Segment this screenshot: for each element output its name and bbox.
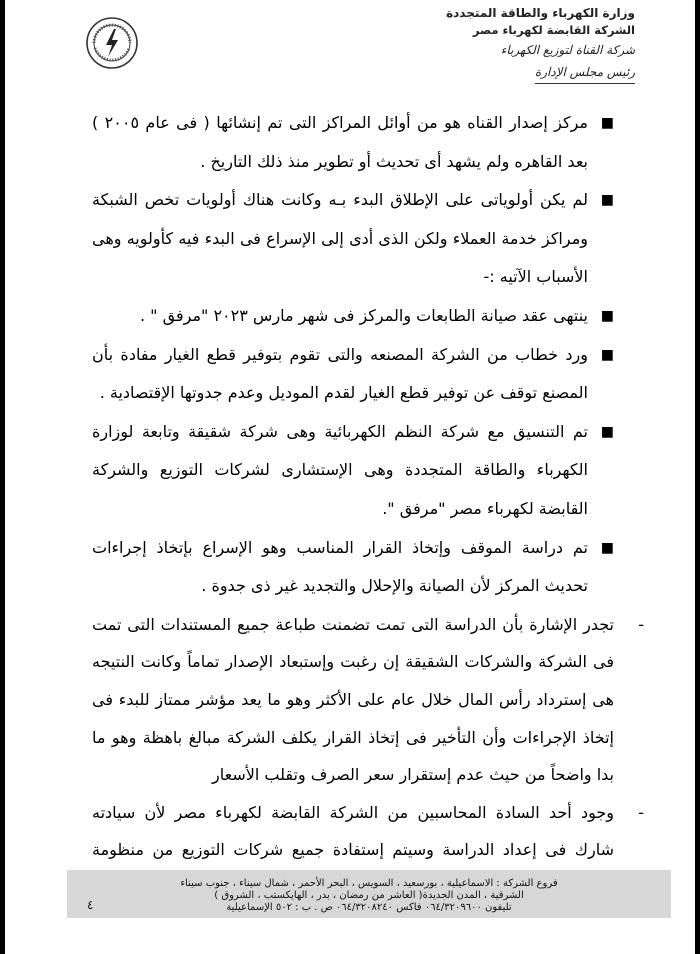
bullet-text: مركز إصدار القناه هو من أوائل المراكز التى تم إنشائها ( فى عام ٢٠٠٥ ) بعد القاهره ولم يشهد أى تحديث أو تطوير منذ ذلك التاريخ . <box>92 113 589 171</box>
document-page <box>5 0 695 954</box>
bullet-item-5 <box>92 413 614 529</box>
dash-marker: - <box>638 614 644 634</box>
letterhead <box>395 4 635 84</box>
bullet-text: ينتهى عقد صيانة الطابعات والمركز فى شهر مارس ٢٠٢٣ "مرفق " . <box>140 305 588 325</box>
bullet-marker: ■ <box>600 423 614 440</box>
bullet-text: ورد خطاب من الشركة المصنعه والتى تقوم بتوفير قطع الغيار مفادة بأن المصنع توقف عن توفير قطع الغيار لقدم الموديل وعدم جدوتها الإقتصادية . <box>92 344 588 403</box>
page-number: ٤ <box>87 898 94 912</box>
letter-footer <box>67 870 671 918</box>
dash-marker: - <box>638 802 644 822</box>
bullet-text: لم يكن أولوياتى على الإطلاق البدء بـه وكانت هناك أولويات تخص الشبكة ومراكز خدمة العملاء ولكن الذى أدى إلى الإسراع فى البدء فيه كأولويه وهى الأسباب الآتيه :- <box>92 190 588 287</box>
bullet-marker: ■ <box>600 307 614 324</box>
ministry-name: وزارة الكهرباء والطاقة المتجددة <box>446 6 635 20</box>
chairman-title: رئيس مجلس الإدارة <box>535 61 635 84</box>
company-seal-logo <box>85 16 139 70</box>
footer-branches-cont: الشرقية ، المدن الجديدة( العاشر من رمضان ، بدر ، الهايكستب ، الشروق ) <box>214 890 524 901</box>
holding-company-name: الشركة القابضة لكهرباء مصر <box>472 23 635 37</box>
bullet-item-6 <box>92 529 614 606</box>
bullet-item-2 <box>92 181 614 297</box>
letter-body <box>92 104 644 906</box>
bullet-marker: ■ <box>600 192 614 209</box>
bullet-text: تم التنسيق مع شركة النظم الكهربائية وهى شركة شقيقة وتابعة لوزارة الكهرباء والطاقة المتجددة وهى الإستشارى لشركات التوزيع والشركة القابضة لكهرباء مصر "مرفق ". <box>92 421 588 518</box>
dash-text: وجود أحد السادة المحاسبين من الشركة القابضة لكهرباء مصر لأن سيادته شارك فى إعداد الدراسة وسيتم إستفادة جميع شركات التوزيع من منظومة <box>92 802 614 860</box>
bullet-text: تم دراسة الموقف وإتخاذ القرار المناسب وهو الإسراع بإتخاذ إجراءات تحديث المركز لأن الصيانة والإحلال والتجديد غير ذى جدوة . <box>92 537 588 596</box>
bullet-item-1 <box>92 104 614 181</box>
bullet-marker: ■ <box>600 115 614 131</box>
bullet-item-3 <box>92 297 614 336</box>
bullet-marker: ■ <box>600 539 614 556</box>
bullet-marker: ■ <box>600 346 614 363</box>
dash-text: تجدر الإشارة بأن الدراسة التى تمت تضمنت طباعة جميع المستندات التى تمت فى الشركة والشركات الشقيقة إن رغبت وإستبعاد الإصدار تماماً وكانت النتيجه هى إسترداد رأس المال خلال عام على الأكثر وهو ما يعد مؤشر ممتاز للبدء فى إتخاذ الإجراءات وأن التأخير فى إتخاذ القرار يكلف الشركة مبالغ باهظة وهو ما بدا واضحاً من حيث عدم إستقرار سعر الصرف وتقلب الأسعار <box>92 614 614 785</box>
dash-item-1 <box>92 606 644 794</box>
footer-contact: تليفون ٠٦٤/٣٢٠٩٦٠٠ فاكس ٠٦٤/٣٢٠٨٢٤٠ ص . ب : ٥٠٢ الإسماعيلية <box>226 902 512 913</box>
footer-branches: فروع الشركة : الاسماعيلية ، بورسعيد ، السويس ، البحر الأحمر ، شمال سيناء ، جنوب سيناء <box>180 878 558 889</box>
company-name: شركة القناة لتوزيع الكهرباء <box>500 43 635 57</box>
bullet-item-4 <box>92 336 614 413</box>
